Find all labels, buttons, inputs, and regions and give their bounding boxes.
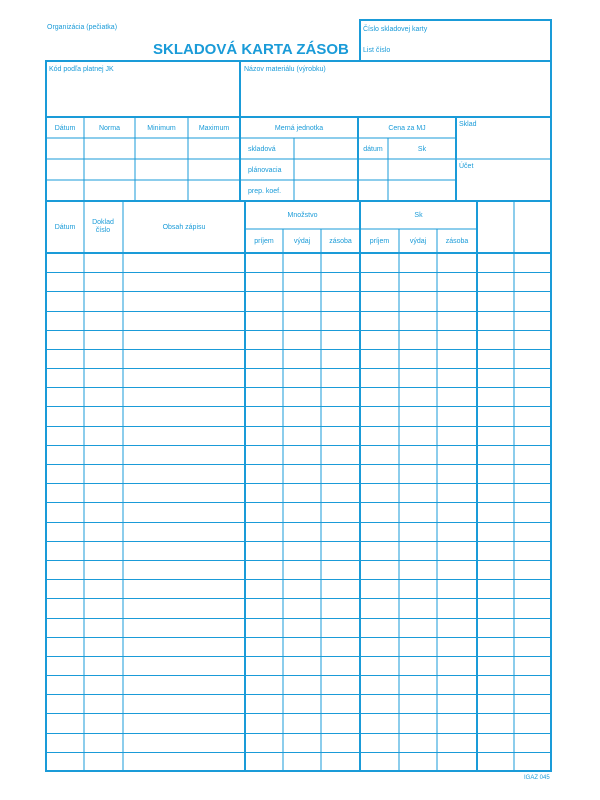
form-title: SKLADOVÁ KARTA ZÁSOB [153, 41, 349, 58]
limits-minimum-label: Minimum [147, 125, 176, 132]
material-code-label: Kód podľa platnej JK [49, 66, 114, 73]
card-number-label: Číslo skladovej karty [363, 26, 428, 33]
unit-conversion-label: prep. koef. [248, 188, 282, 195]
ledger-issue2-label: výdaj [409, 238, 427, 245]
price-date-label: dátum [363, 146, 383, 153]
form-frame [46, 61, 551, 771]
sheet-number-label: List číslo [363, 47, 391, 54]
limits-maximum-label: Maximum [198, 125, 230, 132]
ledger-issue-label: výdaj [293, 238, 311, 245]
ledger-date-label: Dátum [54, 224, 76, 231]
ledger-stock-label: zásoba [329, 238, 352, 245]
ledger-entry-label: Obsah zápisu [162, 224, 206, 231]
ledger-stock2-label: zásoba [445, 238, 469, 245]
unit-planning-label: plánovacia [248, 167, 282, 174]
unit-header: Merná jednotka [274, 125, 324, 132]
ledger-row-lines [46, 273, 551, 753]
account-label: Účet [459, 163, 474, 170]
ledger-quantity-header: Množstvo [287, 212, 318, 219]
ledger-doc-number-label: Doklad číslo [92, 219, 114, 235]
ledger-receipt2-label: príjem [369, 238, 390, 245]
ledger-amount-header: Sk [414, 212, 423, 219]
ledger-receipt-label: príjem [254, 238, 274, 245]
price-header: Cena za MJ [388, 125, 426, 132]
material-name-label: Názov materiálu (výrobku) [244, 66, 326, 73]
price-currency-label: Sk [417, 146, 427, 153]
organization-label: Organizácia (pečiatka) [47, 24, 118, 31]
warehouse-label: Sklad [459, 121, 477, 128]
unit-warehouse-label: skladová [248, 146, 276, 153]
limits-norm-label: Norma [98, 125, 120, 132]
form-code: IGAZ 045 [524, 775, 550, 781]
limits-date-label: Dátum [54, 125, 76, 132]
